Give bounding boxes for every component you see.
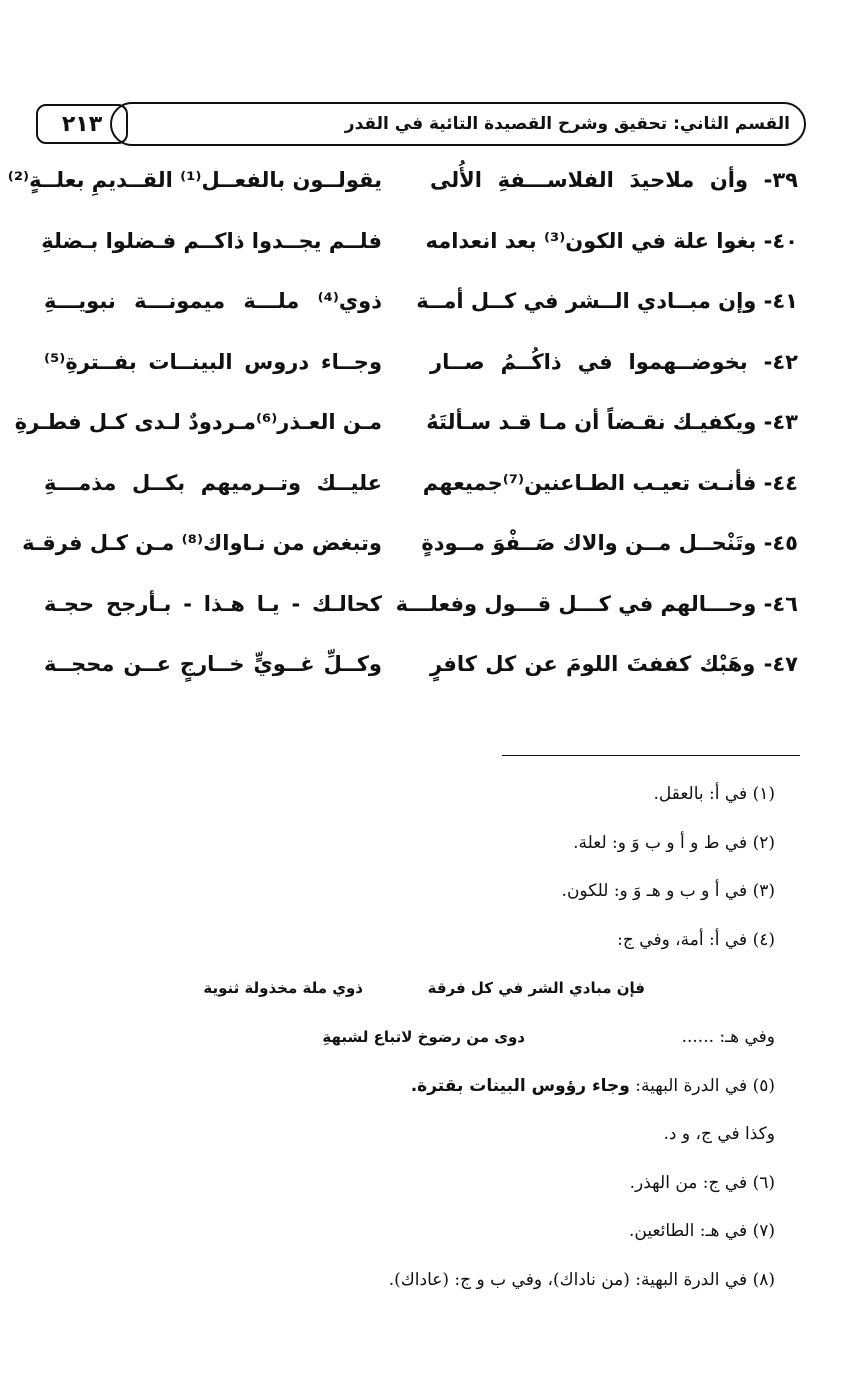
verse-first-hemistich: ٤٦- وحـــالهم في كـــل قـــول وفعلـــة: [395, 591, 798, 616]
footnote-5-lead: (٥) في الدرة البهية:: [635, 1075, 775, 1096]
poem-body: [7, 150, 798, 695]
verse-second-hemistich: وكــلِّ غــويٍّ خــارجٍ عــن محجــة: [44, 652, 382, 676]
footnote-4-variant: [55, 1013, 775, 1062]
verse-line: [28, 271, 798, 332]
verse-second-hemistich: عليــك وتــرميهم بكــل مذمـــةِ: [44, 470, 382, 495]
verse-line: [28, 453, 798, 514]
verse-line: [28, 634, 798, 695]
verse-second-hemistich: يقولــون بالفعــل⁽¹⁾ القــديمِ بعلــةٍ⁽²⁾: [7, 168, 382, 192]
footnote-6: (٦) في ج: من الهذر.: [629, 1172, 775, 1193]
verse-first-hemistich: ٤٠- بغوا علة في الكون⁽³⁾ بعد انعدامه: [425, 228, 798, 253]
footnote-5: [55, 1062, 775, 1111]
verse-second-hemistich: كحالـك - يـا هـذا - بـأرجح حجـة: [44, 591, 382, 616]
footnote-8: (٨) في الدرة البهية: (من ناداك)، وفي ب و ج: (عاداك).: [388, 1269, 775, 1290]
footnotes: [55, 770, 775, 1305]
verse-second-hemistich: ذوي⁽⁴⁾ ملـــة ميمونـــة نبويـــةِ: [44, 289, 382, 313]
footnote-4-variant-verse: دوى من رضوخ لاتباع لشبهةِ: [322, 1027, 525, 1046]
verse-second-hemistich: وجــاء دروس البينــات بفــترةِ⁽⁵⁾: [44, 349, 382, 374]
verse-first-hemistich: ٤٥- وتَنْحــل مــن والاك صَــفْوَ مــودةٍ: [421, 531, 798, 555]
verse-first-hemistich: ٤٣- ويكفيـك نقـضاً أن مـا قـد سـألتَهُ: [426, 410, 798, 434]
footnote-1: (١) في أ: بالعقل.: [653, 784, 775, 804]
verse-line: [28, 574, 798, 635]
verse-first-hemistich: ٤٧- وهَبْك كففتَ اللومَ عن كل كافرٍ: [430, 652, 798, 676]
verse-second-hemistich: فلــم يجــدوا ذاكــم فـضلوا بـضلةِ: [41, 228, 382, 253]
verse-first-hemistich: ٤١- وإن مبــادي الــشر في كــل أمــة: [416, 289, 798, 313]
verse-line: [28, 211, 798, 272]
verse-second-hemistich: مـن العـذر⁽⁶⁾مـردودٌ لـدى كـل فطـرةِ: [14, 410, 382, 434]
verse-line: [7, 150, 798, 211]
verse-line: [28, 332, 798, 393]
footnote-2: (٢) في ط و أ و ب وَ و: لعلة.: [573, 832, 775, 853]
page-header: [28, 100, 808, 148]
verse-line: [14, 392, 798, 453]
footnote-5-variant: وجاء رؤوس البينات بقترة.: [410, 1075, 630, 1096]
verse-first-hemistich: ٤٤- فأنـت تعيـب الطـاعنين⁽⁷⁾جميعهم: [422, 470, 798, 495]
verse-first-hemistich: ٤٢- بخوضــهموا في ذاكُــمُ صــار: [430, 349, 798, 374]
footnote-4: (٤) في أ: أمة، وفي ج:: [617, 929, 775, 950]
verse-second-hemistich: وتبغض من نـاواك⁽⁸⁾ مـن كـل فرقـة: [22, 531, 382, 555]
footnote-5-continued: وكذا في ج، و د.: [663, 1124, 775, 1145]
page-number: ٢١٣: [36, 104, 128, 144]
verse-first-hemistich: ٣٩- وأن ملاحيدَ الفلاســـفةِ الأُلى: [430, 168, 798, 192]
footnote-4-verse-second: ذوي ملة مخذولة ثنوية: [203, 979, 363, 998]
footnote-4-variant-lead: وفي هـ: ......: [681, 1026, 775, 1047]
footnote-4-verse-first: فإن مبادي الشر في كل فرقة: [427, 979, 645, 998]
footnote-4-verse: [55, 964, 775, 1013]
footnote-divider: [502, 755, 800, 756]
verse-line: [22, 513, 798, 574]
footnote-7: (٧) في هـ: الطائعين.: [628, 1221, 775, 1242]
running-title: القسم الثاني: تحقيق وشرح القصيدة التائية في القدر: [110, 102, 806, 146]
footnote-3: (٣) في أ و ب و هـ وَ و: للكون.: [561, 881, 775, 902]
